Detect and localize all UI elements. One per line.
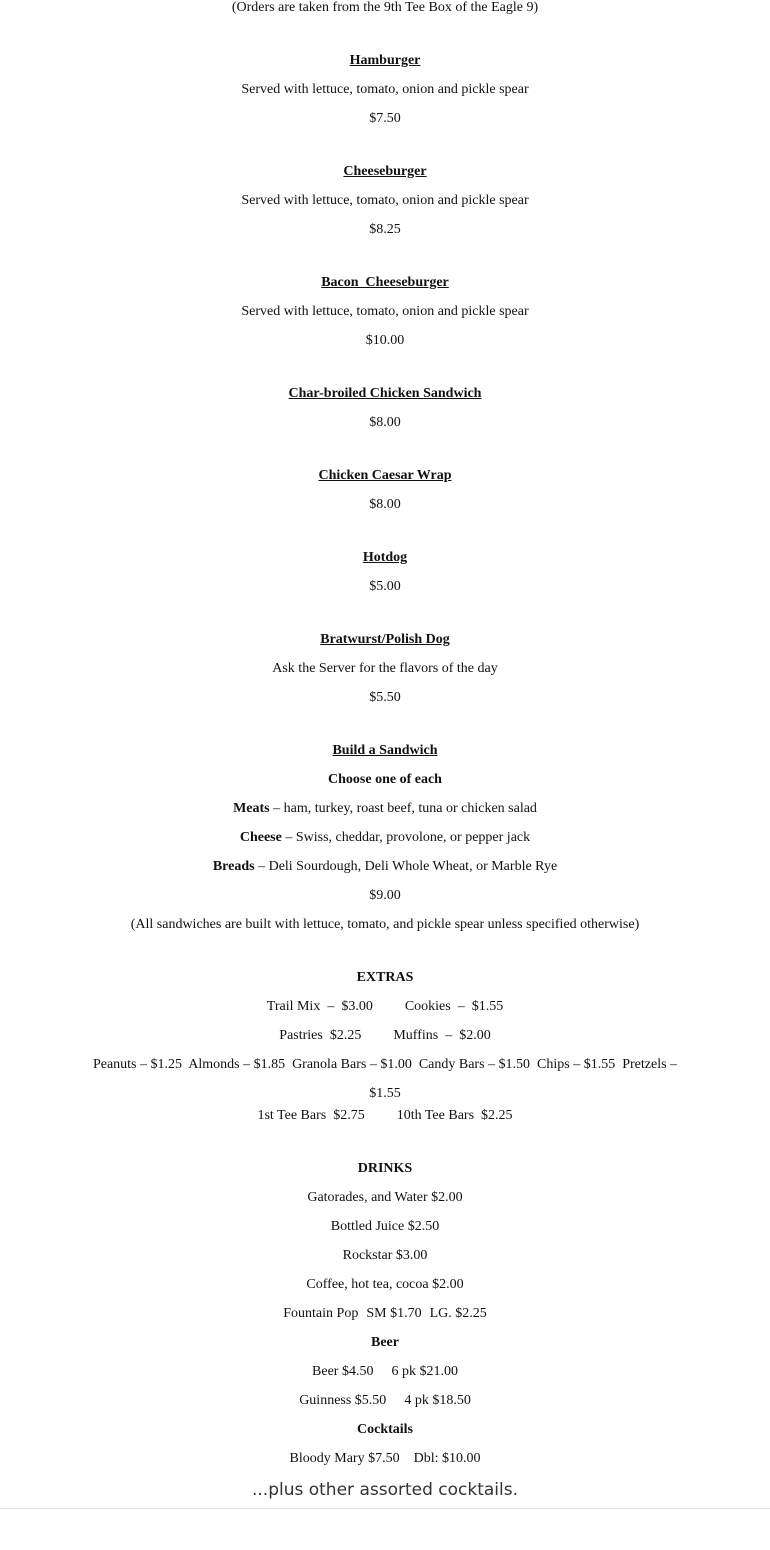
item-desc-cheeseburger: Served with lettuce, tomato, onion and pickle spear [241,193,529,208]
item-price-bacon-cheeseburger: $10.00 [365,333,405,348]
drink-fountain-pop [0,1306,770,1335]
cocktails-footer-note: ...plus other assorted cocktails. [251,1480,519,1500]
drink-gatorade: Gatorades, and Water $2.00 [307,1190,463,1205]
beer-heading: Beer [371,1335,399,1350]
cocktails-heading: Cocktails [357,1422,413,1437]
cheese-options: – Swiss, cheddar, provolone, or pepper jack [281,830,531,845]
build-sandwich-note: (All sandwiches are built with lettuce, tomato, and pickle spear unless specified otherwise) [130,917,640,932]
extra-pastries: Pastries $2.25 [279,1028,362,1043]
extra-trail-mix: Trail Mix – $3.00 [266,999,373,1014]
build-sandwich-subtitle: Choose one of each [328,772,442,787]
drink-guinness [0,1393,770,1422]
item-title-bratwurst: Bratwurst/Polish Dog [320,632,450,647]
beer-single: Beer $4.50 [312,1364,374,1379]
bloody-double: Dbl: $10.00 [413,1451,481,1466]
orders-note: (Orders are taken from the 9th Tee Box of the Eagle 9) [231,0,539,15]
item-price-cheeseburger: $8.25 [369,222,401,237]
divider [0,1508,770,1509]
meats-options: – ham, turkey, roast beef, tuna or chicken salad [269,801,537,816]
extra-muffins: Muffins – $2.00 [393,1028,491,1043]
item-price-caesar-wrap: $8.00 [369,497,401,512]
drink-coffee: Coffee, hot tea, cocoa $2.00 [306,1277,464,1292]
item-price-chicken-sandwich: $8.00 [369,415,401,430]
item-price-hamburger: $7.50 [369,111,401,126]
extras-row-snacks: Peanuts – $1.25 Almonds – $1.85 Granola Bars – $1.00 Candy Bars – $1.50 Chips – $1.55 Pretzels – $1.55 [92,1057,681,1101]
extra-cookies: Cookies – $1.55 [404,999,504,1014]
item-price-bratwurst: $5.50 [369,690,401,705]
item-desc-hamburger: Served with lettuce, tomato, onion and pickle spear [241,82,529,97]
item-title-hamburger: Hamburger [349,53,421,68]
build-meats-line [0,801,770,830]
item-title-caesar-wrap: Chicken Caesar Wrap [318,468,452,483]
breads-options: – Deli Sourdough, Deli Whole Wheat, or Marble Rye [254,859,558,874]
build-sandwich-title: Build a Sandwich [332,743,438,758]
drink-rockstar: Rockstar $3.00 [342,1248,428,1263]
extra-10th-tee-bars: 10th Tee Bars $2.25 [396,1108,513,1123]
extra-1st-tee-bars: 1st Tee Bars $2.75 [257,1108,365,1123]
meats-label: Meats [233,801,270,816]
build-breads-line [0,859,770,888]
pop-small: SM $1.70 [366,1306,422,1321]
drink-beer [0,1364,770,1393]
extras-heading: EXTRAS [356,970,414,985]
drink-juice: Bottled Juice $2.50 [330,1219,440,1234]
extras-row-1 [0,999,770,1028]
extras-row-4 [0,1108,770,1137]
pop-large: LG. $2.25 [429,1306,487,1321]
item-desc-bratwurst: Ask the Server for the flavors of the day [272,661,498,676]
breads-label: Breads [212,859,255,874]
pop-label: Fountain Pop [283,1306,359,1321]
item-desc-bacon-cheeseburger: Served with lettuce, tomato, onion and pickle spear [241,304,529,319]
item-title-chicken-sandwich: Char-broiled Chicken Sandwich [288,386,482,401]
build-cheese-line [0,830,770,859]
bloody-single: Bloody Mary $7.50 [289,1451,400,1466]
drinks-heading: DRINKS [357,1161,413,1176]
item-title-cheeseburger: Cheeseburger [343,164,427,179]
guinness-4pk: 4 pk $18.50 [404,1393,471,1408]
cheese-label: Cheese [239,830,282,845]
build-sandwich-price: $9.00 [369,888,401,903]
item-title-hotdog: Hotdog [362,550,408,565]
item-title-bacon-cheeseburger: Bacon Cheeseburger [321,275,449,290]
item-price-hotdog: $5.00 [369,579,401,594]
beer-6pk: 6 pk $21.00 [391,1364,458,1379]
guinness-single: Guinness $5.50 [299,1393,387,1408]
drink-bloody-mary [0,1451,770,1480]
